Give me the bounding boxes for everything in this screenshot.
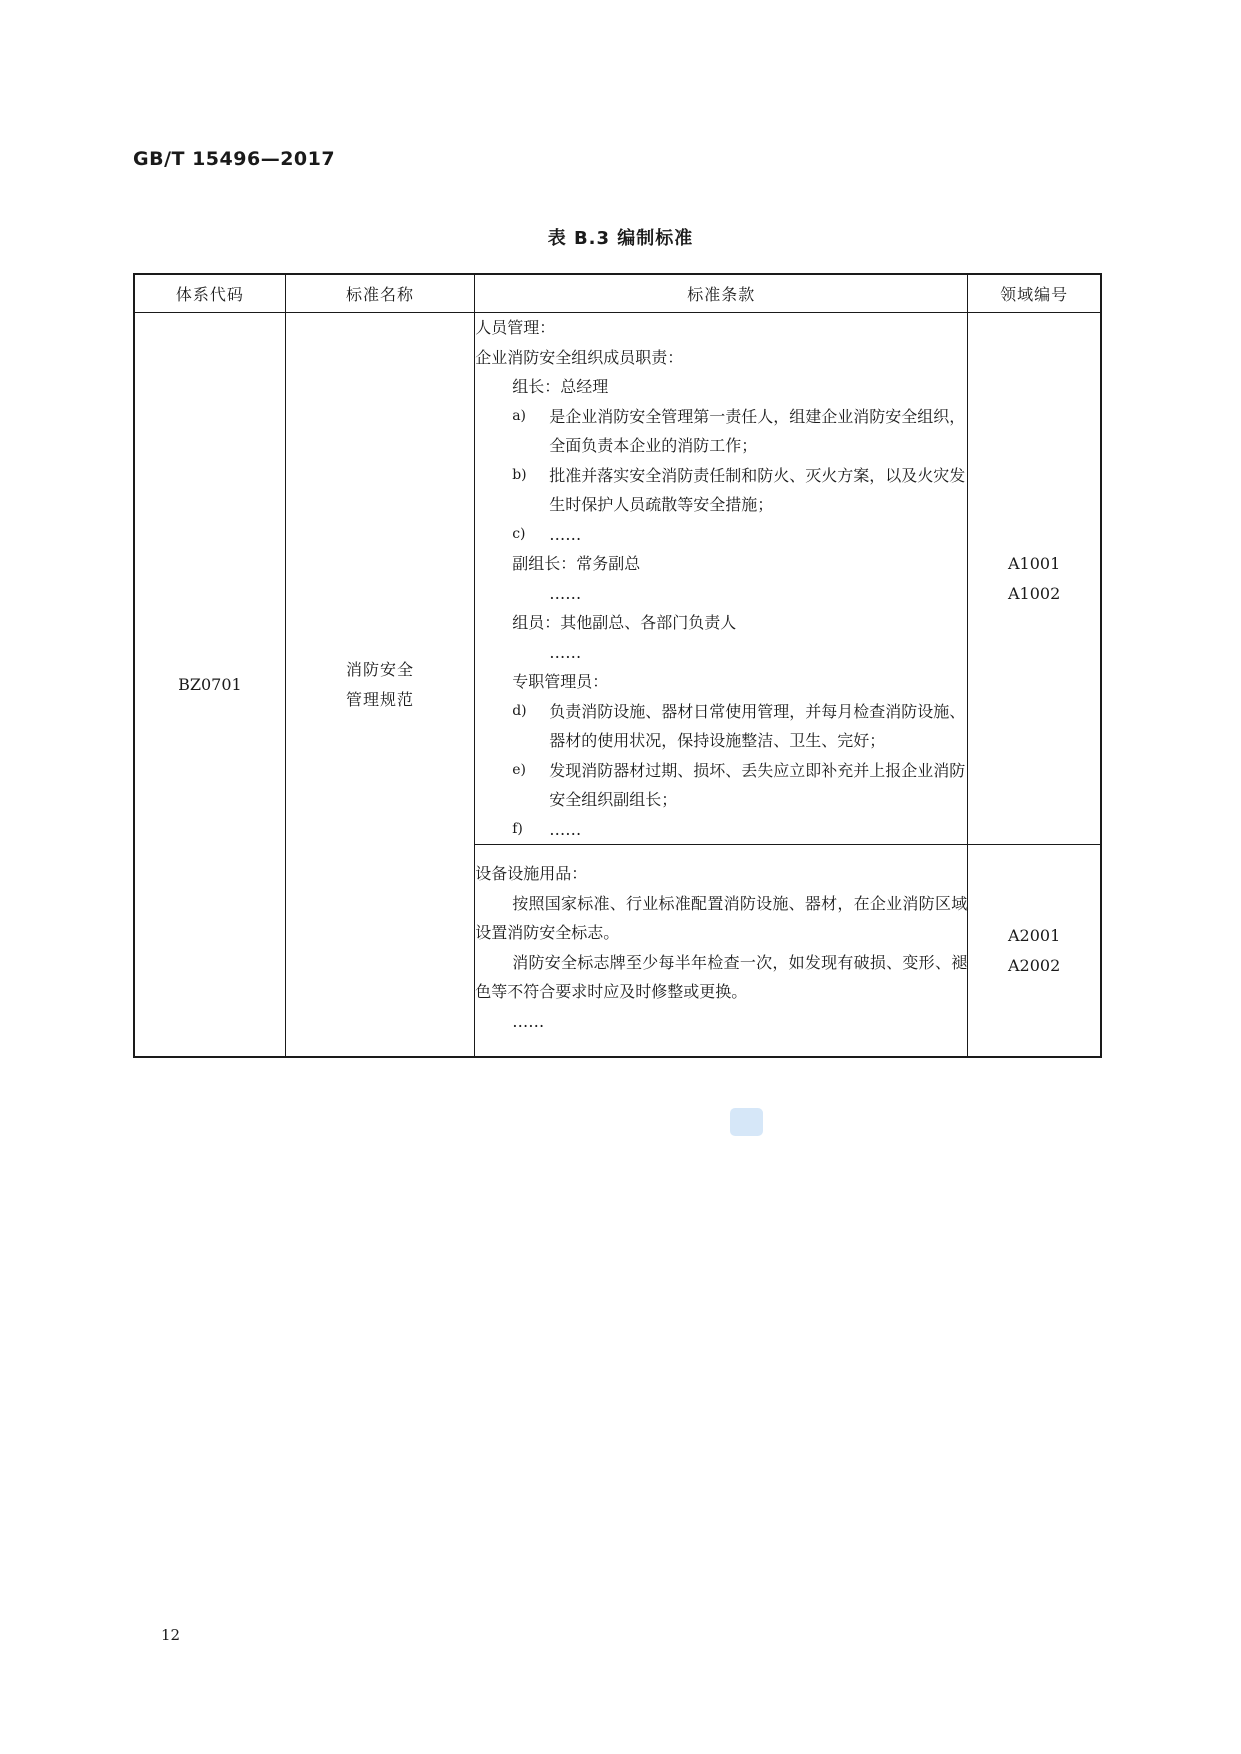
role-leader: 组长：总经理 xyxy=(512,377,609,396)
clause-heading: 人员管理： xyxy=(475,318,556,337)
column-header-standard-clauses: 标准条款 xyxy=(475,274,968,313)
column-header-domain-number: 领域编号 xyxy=(968,274,1101,313)
page-number: 12 xyxy=(161,1626,181,1644)
list-item xyxy=(475,461,967,520)
list-item-label: d) xyxy=(512,702,527,719)
list-item-label: c) xyxy=(512,525,526,542)
list-item xyxy=(475,815,967,845)
clause-paragraph: 消防安全标志牌至少每半年检查一次，如发现有破损、变形、褪色等不符合要求时应及时修整或更换。 xyxy=(475,952,968,1001)
list-item-label: f) xyxy=(512,820,523,837)
table-row xyxy=(134,313,1101,845)
clause-subheading: 企业消防安全组织成员职责： xyxy=(475,347,684,367)
standard-name-line: 消防安全 xyxy=(346,659,415,679)
domain-number: A2001 xyxy=(1007,925,1061,945)
list-item-label: b) xyxy=(512,466,527,483)
clause-heading: 设备设施用品： xyxy=(475,864,588,883)
standards-table xyxy=(133,273,1102,1058)
clause-block-personnel xyxy=(475,313,968,845)
list-item-text: 是企业消防安全管理第一责任人，组建企业消防安全组织，全面负责本企业的消防工作； xyxy=(549,406,966,455)
role-admin: 专职管理员： xyxy=(512,672,609,691)
list-item xyxy=(475,402,967,461)
column-header-system-code: 体系代码 xyxy=(134,274,285,313)
domain-number-cell xyxy=(968,313,1101,845)
ellipsis: …… xyxy=(549,642,582,662)
list-item-text: 负责消防设施、器材日常使用管理，并每月检查消防设施、器材的使用状况，保持设施整洁、卫生、完好； xyxy=(549,701,966,750)
list-item xyxy=(475,756,967,815)
standard-name-cell xyxy=(285,313,474,1058)
domain-number: A1001 xyxy=(1007,553,1061,573)
list-item-text: 批准并落实安全消防责任制和防火、灭火方案，以及火灾发生时保护人员疏散等安全措施； xyxy=(549,465,966,514)
domain-number-cell xyxy=(968,845,1101,1058)
watermark-logo xyxy=(730,1108,763,1136)
list-item xyxy=(475,697,967,756)
list-item-text: …… xyxy=(549,524,582,544)
list-item-text: …… xyxy=(549,819,582,839)
clause-block-equipment xyxy=(475,845,968,1058)
table-header-row xyxy=(134,274,1101,313)
list-item-label: e) xyxy=(512,761,526,778)
ellipsis: …… xyxy=(512,1011,545,1031)
standard-name-line: 管理规范 xyxy=(346,689,415,709)
column-header-standard-name: 标准名称 xyxy=(285,274,474,313)
domain-number: A2002 xyxy=(1007,955,1061,975)
role-deputy: 副组长：常务副总 xyxy=(512,554,641,573)
ellipsis: …… xyxy=(549,583,582,603)
role-members: 组员：其他副总、各部门负责人 xyxy=(512,613,737,632)
clause-paragraph: 按照国家标准、行业标准配置消防设施、器材，在企业消防区域设置消防安全标志。 xyxy=(475,893,968,942)
standard-number: GB/T 15496—2017 xyxy=(133,148,336,170)
table-title: 表 B.3 编制标准 xyxy=(547,228,694,249)
list-item xyxy=(475,520,967,550)
list-item-label: a) xyxy=(512,407,527,424)
domain-number: A1002 xyxy=(1007,583,1061,603)
system-code-cell: BZ0701 xyxy=(134,313,285,1058)
list-item-text: 发现消防器材过期、损坏、丢失应立即补充并上报企业消防安全组织副组长； xyxy=(549,760,966,809)
